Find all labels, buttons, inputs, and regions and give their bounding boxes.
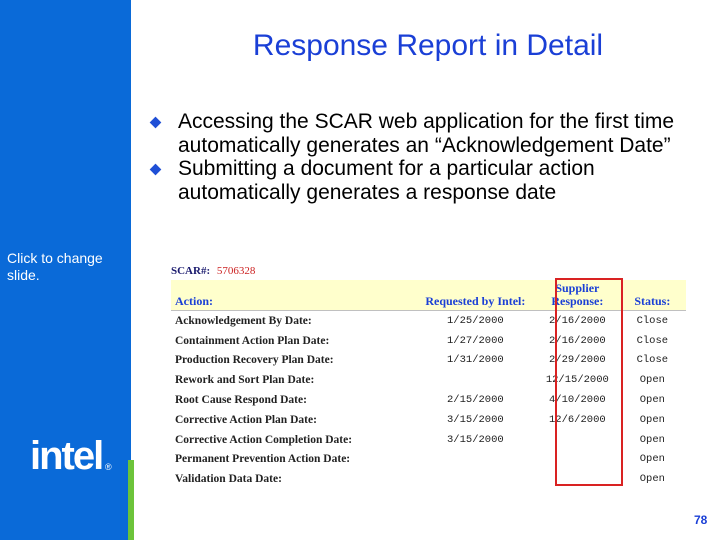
scar-label: SCAR#: (171, 265, 211, 277)
bullet-item (150, 110, 710, 157)
row-status: Close (636, 354, 669, 367)
row-requested-date: 1/31/2000 (447, 354, 504, 367)
row-status: Open (639, 433, 665, 446)
header-status: Status: (619, 280, 686, 311)
row-status: Close (636, 334, 669, 347)
table-row (171, 410, 686, 430)
row-action: Root Cause Respond Date: (175, 394, 307, 407)
row-action: Permanent Prevention Action Date: (175, 453, 351, 466)
row-supplier-date: 2/16/2000 (548, 314, 606, 327)
header-action: Action: (171, 280, 415, 311)
table-row (171, 331, 686, 351)
row-requested-date: 3/15/2000 (447, 413, 504, 426)
registered-mark: ® (105, 462, 112, 472)
row-status: Open (639, 394, 665, 407)
row-supplier-date (536, 469, 619, 489)
row-supplier-date: 2/29/2000 (548, 354, 606, 367)
nav-hint[interactable]: Click to change slide. (7, 250, 103, 283)
row-supplier-date (536, 450, 619, 470)
table-row (171, 311, 686, 331)
page-number: 78 (694, 513, 708, 527)
row-action: Acknowledgement By Date: (175, 314, 312, 327)
response-report-table (171, 280, 686, 489)
row-status: Open (639, 453, 665, 466)
row-supplier-date: 12/6/2000 (548, 413, 606, 426)
diamond-bullet-icon (150, 164, 162, 176)
table-row (171, 370, 686, 390)
logo-text: intel (30, 434, 103, 478)
intel-logo (30, 434, 130, 484)
row-requested-date (415, 450, 536, 470)
row-status: Open (639, 413, 665, 426)
bullet-list (150, 110, 710, 204)
header-requested: Requested by Intel: (415, 280, 536, 311)
header-supplier: Supplier Response: (536, 280, 619, 311)
row-supplier-date: 2/16/2000 (548, 334, 606, 347)
row-requested-date: 1/25/2000 (447, 314, 504, 327)
table-row (171, 450, 686, 470)
row-action: Corrective Action Plan Date: (175, 413, 317, 426)
table-row (171, 351, 686, 371)
row-action: Containment Action Plan Date: (175, 334, 330, 347)
row-requested-date (415, 370, 536, 390)
row-action: Production Recovery Plan Date: (175, 354, 334, 367)
table-header-row (171, 280, 686, 311)
bullet-text: Submitting a document for a particular action automatically generates a response date (178, 157, 595, 204)
slide-title: Response Report in Detail (252, 29, 604, 62)
row-requested-date: 2/15/2000 (447, 394, 504, 407)
diamond-bullet-icon (150, 117, 162, 129)
row-action: Rework and Sort Plan Date: (175, 374, 315, 387)
row-requested-date: 1/27/2000 (447, 334, 504, 347)
bullet-text: Accessing the SCAR web application for the first time automatically generates an “Acknowledgement Date” (178, 110, 675, 157)
row-requested-date (415, 469, 536, 489)
scar-number: 5706328 (216, 265, 256, 277)
row-action: Validation Data Date: (175, 473, 282, 486)
scar-number-line (171, 265, 255, 277)
row-status: Open (639, 473, 665, 486)
table-row (171, 390, 686, 410)
row-status: Close (636, 314, 669, 327)
table-row (171, 469, 686, 489)
row-status: Open (639, 374, 665, 387)
row-supplier-date: 12/15/2000 (545, 374, 609, 387)
row-requested-date: 3/15/2000 (447, 433, 504, 446)
row-supplier-date: 4/10/2000 (548, 394, 606, 407)
bullet-item (150, 157, 710, 204)
row-action: Corrective Action Completion Date: (175, 433, 353, 446)
table-row (171, 430, 686, 450)
row-supplier-date (536, 430, 619, 450)
